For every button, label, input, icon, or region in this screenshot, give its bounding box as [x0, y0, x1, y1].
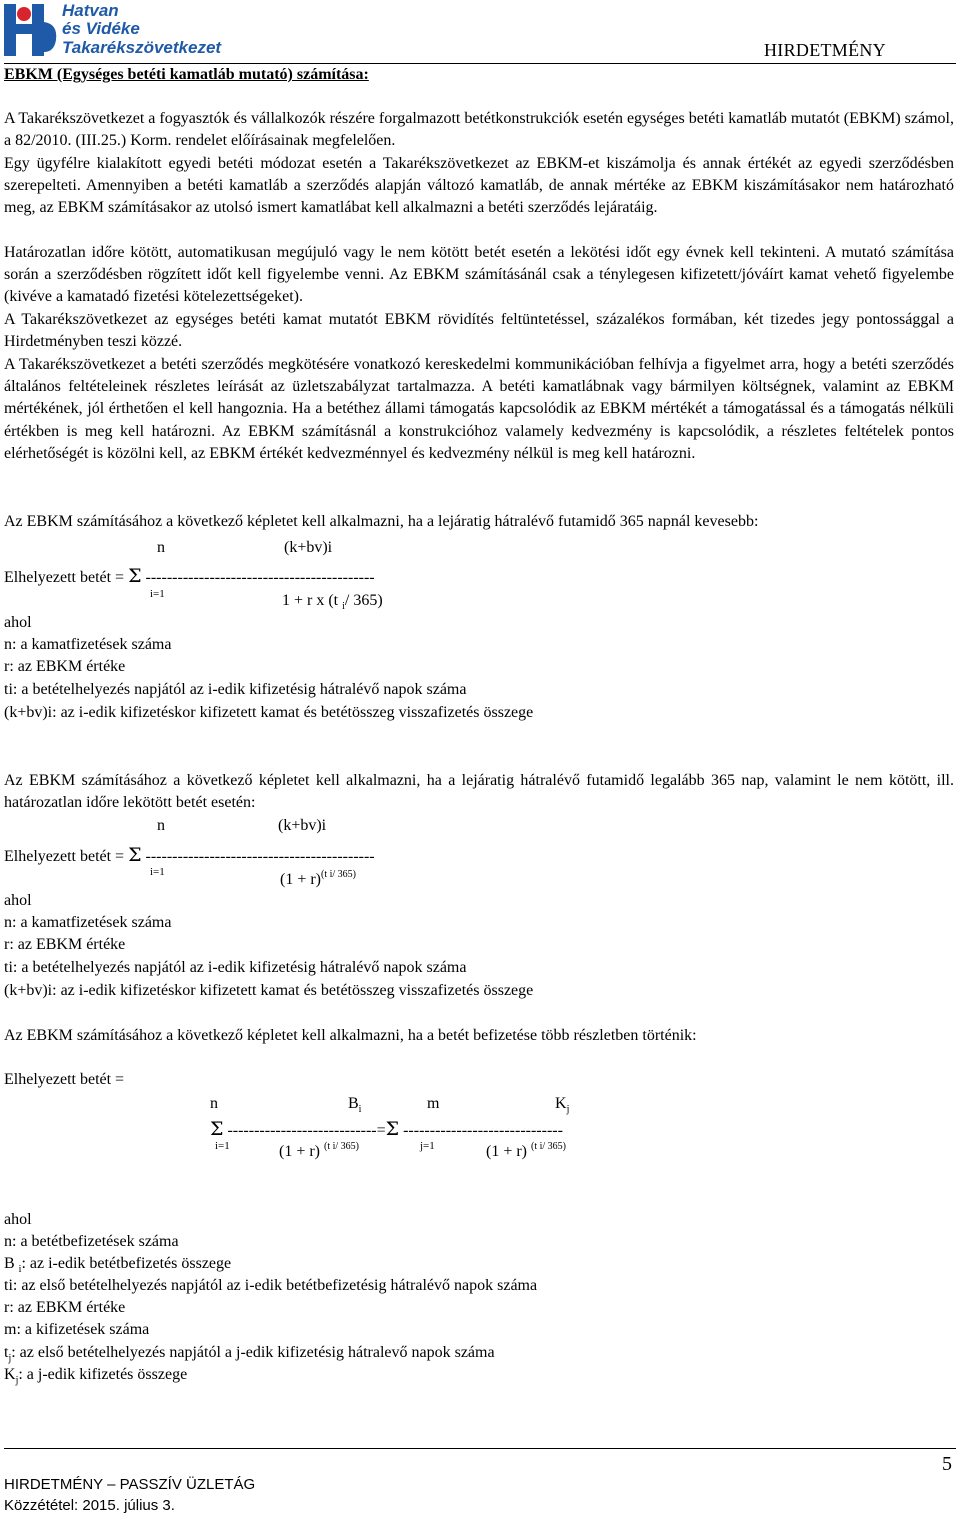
formula3-sum-line [210, 1119, 563, 1141]
formula2-lhs: Elhelyezett betét = [4, 848, 129, 865]
formula2-fraction-bar: ------------------------------------------- [141, 848, 375, 865]
formula2-legend-ti: ti: a betételhelyezés napjától az i-edik kifizetésig hátralévő napok száma [4, 959, 467, 976]
formula2-upper-n: n [157, 817, 165, 834]
formula1-legend-ti: ti: a betételhelyezés napjától az i-edik kifizetésig hátralévő napok száma [4, 681, 467, 698]
bank-logo [2, 2, 252, 58]
formula2-numerator: (k+bv)i [278, 817, 327, 834]
formula3-legend-m: m: a kifizetések száma [4, 1321, 150, 1338]
formula2-lower-index: i=1 [150, 866, 165, 878]
formula1-legend-kbv: (k+bv)i: az i-edik kifizetéskor kifizetett kamat és betétösszeg visszafizetés összege [4, 704, 534, 721]
formula1-numerator: (k+bv)i [284, 539, 333, 556]
formula3-numerator-b: $B_i$ [348, 1095, 362, 1115]
formula3-fraction-bar-2: ------------------------------ [399, 1122, 563, 1139]
sigma-icon: Σ [210, 1118, 224, 1140]
formula1-legend-n: n: a kamatfizetések száma [4, 636, 172, 653]
formula1-fraction-bar: ------------------------------------------- [141, 569, 375, 586]
formula1-upper-n: n [157, 539, 165, 556]
sigma-icon: Σ [128, 844, 142, 866]
logo-text-line3: Takarékszövetkezet [62, 38, 222, 57]
formula3-legend-tj: $t_j$: az első betételhelyezés napjától a j-edik kifizetésig hátralevő napok száma [4, 1344, 495, 1364]
page-header [0, 0, 960, 62]
sigma-icon: Σ [128, 565, 142, 587]
formula3-legend-b: B $_i$: az i-edik betétbefizetés összege [4, 1255, 232, 1275]
formula1-lhs: Elhelyezett betét = [4, 569, 129, 586]
formula3-upper-n: n [210, 1095, 218, 1112]
footer-publication-date: Közzététel: 2015. július 3. [4, 1497, 175, 1514]
intro-paragraph-4: A Takarékszövetkezet az egységes betéti kamat mutatót EBKM rövidítés feltüntetéssel, százalékos formában, két tizedes jegy pontossággal a Hirdetményben teszi közzé. [4, 311, 954, 351]
intro-paragraph-1: A Takarékszövetkezet a fogyasztók és vállalkozók részére forgalmazott betétkonstrukciók esetén egységes betéti kamatláb mutatót (EBKM) számol, a 82/2010. (III.25.) Korm. rendelet előírásainak megfelelően. [4, 110, 954, 150]
formula2-legend-kbv: (k+bv)i: az i-edik kifizetéskor kifizetett kamat és betétösszeg visszafizetés összege [4, 982, 534, 999]
formula1-equation [4, 566, 375, 588]
logo-text-line1: Hatvan [62, 1, 119, 20]
formula3-numerator-k: $K_j$ [555, 1095, 570, 1115]
formula3-lower-j: j=1 [420, 1140, 435, 1152]
formula2-legend-n: n: a kamatfizetések száma [4, 914, 172, 931]
formula1-intro: Az EBKM számításához a következő képletet kell alkalmazni, ha a lejáratig hátralévő futamidő 365 napnál kevesebb: [4, 513, 759, 530]
formula3-intro: Az EBKM számításához a következő képletet kell alkalmazni, ha a betét befizetése több részletben történik: [4, 1027, 697, 1044]
formula1-denominator: 1 + r x (t $_i$/ 365) [282, 592, 383, 612]
page-number: 5 [942, 1453, 952, 1475]
formula3-legend-r: r: az EBKM értéke [4, 1299, 126, 1316]
footer-divider [4, 1448, 956, 1449]
header-label: HIRDETMÉNY [764, 40, 886, 60]
formula2-legend-r: r: az EBKM értéke [4, 936, 126, 953]
formula3-lhs: Elhelyezett betét = [4, 1071, 125, 1088]
formula3-lower-i: i=1 [215, 1140, 230, 1152]
sigma-icon: Σ [385, 1118, 400, 1140]
formula3-denominator-1: (1 + r) $^{(t i/ 365)}$ [279, 1141, 360, 1160]
formula2-denominator: $(1 + r)^{(t i/ 365)}$ [280, 869, 357, 888]
formula3-legend-kj: $K_j$: a j-edik kifizetés összege [4, 1366, 188, 1386]
intro-paragraph-5: A Takarékszövetkezet a betéti szerződés megkötésére vonatkozó kereskedelmi kommunikációban felhívja a figyelmet arra, hogy a betéti szerződés általános feltételeinek részletes leírását az üzletszabályzat tartalmazza. A betéti kamatlábnak vagy bármilyen költségnek, valamint az EBKM mértékének, jól érthetően el kell hangoznia. Ha a betéthez állami támogatás kapcsolódik az EBKM mértékét a támogatással és a támogatás nélküli értékben is meg kell határozni. Az EBKM számításnál a konstrukcióhoz valamely kedvezmény is kapcsolódik, a részletes feltételek pontos elérhetőségét is közölni kell, az EBKM értékét kedvezménnyel és kedvezmény nélkül is meg kell határozni. [4, 356, 954, 462]
formula1-lower-index: i=1 [150, 588, 165, 600]
formula3-legend-ti: ti: az első betételhelyezés napjától az i-edik betétbefizetésig hátralévő napok száma [4, 1277, 538, 1294]
intro-paragraph-2: Egy ügyfélre kialakított egyedi betéti módozat esetén a Takarékszövetkezet az EBKM-et kiszámolja és annak értékét az egyedi szerződésben szerepelteti. Amennyiben a betéti kamatláb a szerződés alapján változó kamatláb, de annak mértéke az EBKM kiszámításakor nem határozható meg, az EBKM számításakor az utolsó ismert kamatlábat kell alkalmazni a betéti szerződés lejáratáig. [4, 155, 954, 217]
formula1-legend-ahol: ahol [4, 614, 32, 631]
logo-mark-icon [2, 2, 62, 58]
intro-paragraph-3: Határozatlan időre kötött, automatikusan megújuló vagy le nem kötött betét esetén a lekötési időt egy évnek kell tekinteni. A mutató számítása során a szerződésben rögzített időt kell figyelembe venni. Az EBKM számításánál csak a ténylegesen kifizetett/jóváírt kamat vehető figyelembe (kivéve a kamatadó fizetési kötelezettségeket). [4, 244, 954, 306]
formula2-intro: Az EBKM számításához a következő képletet kell alkalmazni, ha a lejáratig hátralévő futamidő legalább 365 nap, valamint le nem kötött, ill. határozatlan időre lekötött betét esetén: [4, 772, 954, 812]
formula2-legend-ahol: ahol [4, 892, 32, 909]
header-divider [4, 63, 956, 64]
footer-document-name: HIRDETMÉNY – PASSZÍV ÜZLETÁG [4, 1476, 256, 1493]
page-title: EBKM (Egységes betéti kamatláb mutató) számítása: [4, 66, 369, 83]
formula3-legend-ahol: ahol [4, 1211, 32, 1228]
formula3-fraction-bar-1: ----------------------------= [223, 1122, 386, 1139]
formula1-legend-r: r: az EBKM értéke [4, 658, 126, 675]
formula3-legend-n: n: a betétbefizetések száma [4, 1233, 179, 1250]
logo-text-line2: és Vidéke [62, 19, 140, 38]
formula2-equation [4, 845, 375, 867]
formula3-upper-m: m [427, 1095, 440, 1112]
formula3-denominator-2: (1 + r) $^{(t i/ 365)}$ [486, 1141, 567, 1160]
